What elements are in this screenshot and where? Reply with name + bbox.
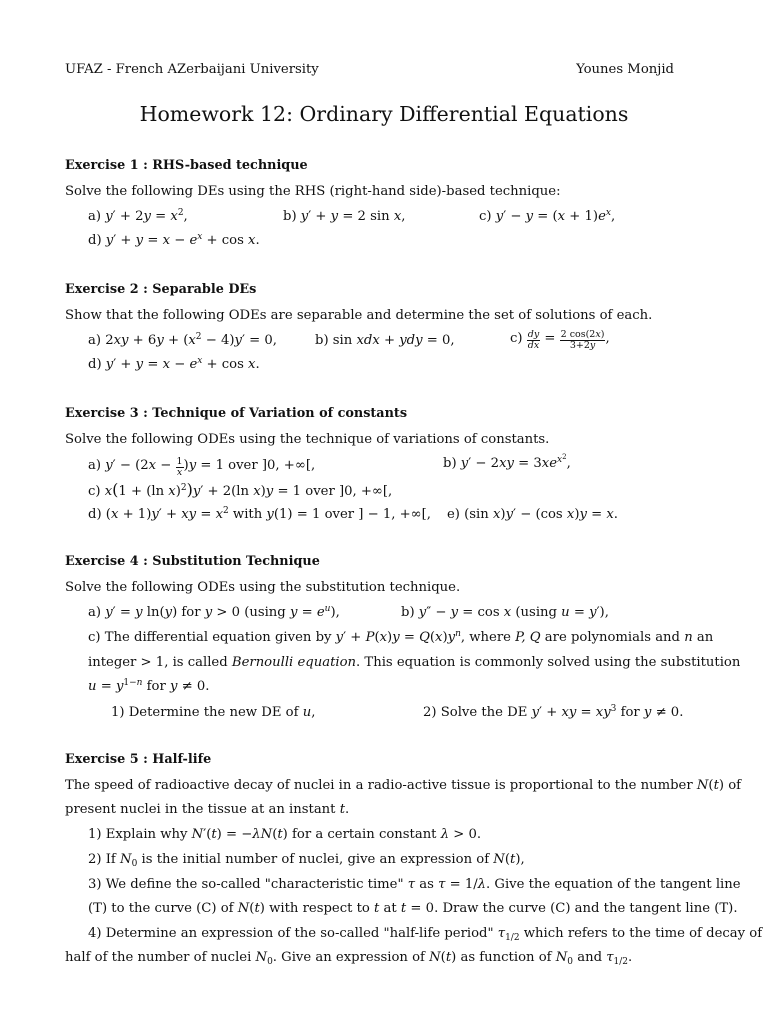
q2b: is the initial number of nuclei, give an expression of (141, 852, 490, 867)
exercise-1-title: Exercise 1 : RHS-based technique (65, 158, 308, 173)
c-poly: are polynomials and (544, 630, 680, 645)
exercise-1-intro: Solve the following DEs using the RHS (right-hand side)-based technique: (65, 184, 561, 199)
exercise-2-item-d: d) $y' + y = x - e^x + \cos x$. (88, 356, 260, 372)
q1a: 1) Explain why (88, 827, 188, 842)
q3d: (T) to the curve (C) of (88, 901, 234, 916)
p2-text: present nuclei in the tissue at an instant (65, 802, 336, 817)
exercise-5-question-4-cont: half of the number of nuclei $N_0$. Give an expression of N(t) as function of $N_0$ and $\tau_{1/2}$. (65, 950, 633, 967)
exercise-1-item-b: b) y′ + y = 2 sin x, (283, 209, 406, 224)
exercise-2-item-b: b) sin xdx + ydy = 0, (315, 333, 455, 348)
q3f: at (383, 901, 397, 916)
p1b-text: of (728, 778, 742, 793)
exercise-1-item-a: a) $y' + 2y = x^2$, (88, 208, 188, 224)
exercise-3-item-e: e) (sin x)y′ − (cos x)y = x. (447, 507, 618, 522)
p1-text: The speed of radioactive decay of nuclei in a radio-active tissue is proportional to the number (65, 778, 693, 793)
q4a: 4) Determine an expression of the so-called "half-life period" (88, 926, 494, 941)
exercise-4-title: Exercise 4 : Substitution Technique (65, 554, 320, 569)
exercise-4-item-c-line3: $u = y^{1-n}$ for y ≠ 0. (88, 678, 210, 694)
exercise-1-item-d: d) $y' + y = x - e^x + \cos x$. (88, 232, 260, 248)
exercise-5-question-2: 2) If $N_0$ is the initial number of nuclei, give an expression of N(t), (88, 852, 525, 869)
q2a: 2) If (88, 852, 116, 867)
q3b: as (419, 877, 434, 892)
exercise-5-para-1: The speed of radioactive decay of nuclei in a radio-active tissue is proportional to the number N(t) of (65, 778, 742, 793)
c-substitution: . This equation is commonly solved using the substitution (356, 655, 741, 670)
q3c: . Give the equation of the tangent line (486, 877, 741, 892)
exercise-3-item-a: a) y′ − (2x − $\frac{1}{x}$ )y = 1 over ]0, +∞[, (88, 456, 316, 478)
c-integer: integer > 1, is called (88, 655, 228, 670)
exercise-4-item-a: a) y′ = y ln(y) for y > 0 (using $y = e^u$), (88, 604, 340, 620)
exercise-4-question-1: 1) Determine the new DE of u, (111, 705, 316, 720)
exercise-4-item-b: b) y″ − y = cos x (using u = y′), (401, 605, 609, 620)
c-intro: c) The differential equation given by (88, 630, 332, 645)
q4f: and (577, 950, 603, 965)
exercise-5-para-2: present nuclei in the tissue at an instant t. (65, 802, 350, 817)
q2-text: 2) Solve the DE (423, 705, 528, 720)
exercise-2-intro: Show that the following ODEs are separable and determine the set of solutions of each. (65, 308, 653, 323)
q4e: as function of (460, 950, 552, 965)
exercise-5-question-4: 4) Determine an expression of the so-called "half-life period" $\tau_{1/2}$ which refers to the time of decay of (88, 926, 763, 943)
exercise-3-intro: Solve the following ODEs using the technique of variations of constants. (65, 432, 550, 447)
exercise-2-item-a: a) $2xy + 6y + (x^2 - 4)y' = 0$, (88, 332, 277, 348)
q3g: . Draw the curve (C) and the tangent line (T). (434, 901, 738, 916)
exercise-4-item-c-line1: c) The differential equation given by $y' + P(x)y = Q(x)y^n$, where P, Q are polynomials and n an (88, 629, 714, 645)
c-where: , where (460, 630, 511, 645)
q1b: for a certain constant (292, 827, 437, 842)
bernoulli-term: Bernoulli equation (231, 655, 357, 670)
c-an: an (696, 630, 714, 645)
exercise-2-item-c: c) $\frac{dy}{dx}$ = $\frac{2 \cos(2x)}{3+2y}$ , (510, 329, 610, 351)
q4d: . Give an expression of (272, 950, 425, 965)
exercise-2-title: Exercise 2 : Separable DEs (65, 282, 257, 297)
page-title: Homework 12: Ordinary Differential Equations (139, 102, 629, 126)
q3e: with respect to (269, 901, 370, 916)
q3a: 3) We define the so-called "characteristic time" (88, 877, 404, 892)
exercise-3-item-d: d) (x + 1)y′ + xy = $x^2$ with y(1) = 1 over ] − 1, +∞[, (88, 506, 431, 522)
exercise-3-item-c: c) x(1 + (ln x)$^2$)y′ + 2(ln x)y = 1 over ]0, +∞[, (88, 480, 393, 499)
exercise-4-question-2: 2) Solve the DE y′ + xy = $xy^3$ for y ≠ 0. (423, 704, 684, 720)
exercise-5-question-1: 1) Explain why N′(t) = −λN(t) for a certain constant λ > 0. (88, 827, 482, 842)
q4c: half of the number of nuclei (65, 950, 252, 965)
exercise-5-question-3: 3) We define the so-called "characteristic time" τ as τ = 1/λ. Give the equation of the tangent line (88, 877, 741, 892)
exercise-4-item-c-line2 (88, 656, 740, 669)
author-name: Younes Monjid (576, 62, 674, 77)
exercise-1-item-c: c) $y' - y = (x + 1)e^x$, (479, 208, 616, 224)
exercise-5-question-3-cont: (T) to the curve (C) of N(t) with respect to t at t = 0. Draw the curve (C) and the tangent line (T). (88, 901, 738, 916)
q4b: which refers to the time of decay of (523, 926, 763, 941)
exercise-3-title: Exercise 3 : Technique of Variation of constants (65, 406, 408, 421)
q1-text: 1) Determine the new DE of (111, 705, 299, 720)
exercise-3-item-b: b) $y' - 2xy = 3xe^{x^2}$, (443, 453, 571, 471)
exercise-4-intro: Solve the following ODEs using the substitution technique. (65, 580, 461, 595)
institution-name: UFAZ - French AZerbaijani University (65, 62, 319, 77)
exercise-5-title: Exercise 5 : Half-life (65, 752, 212, 767)
